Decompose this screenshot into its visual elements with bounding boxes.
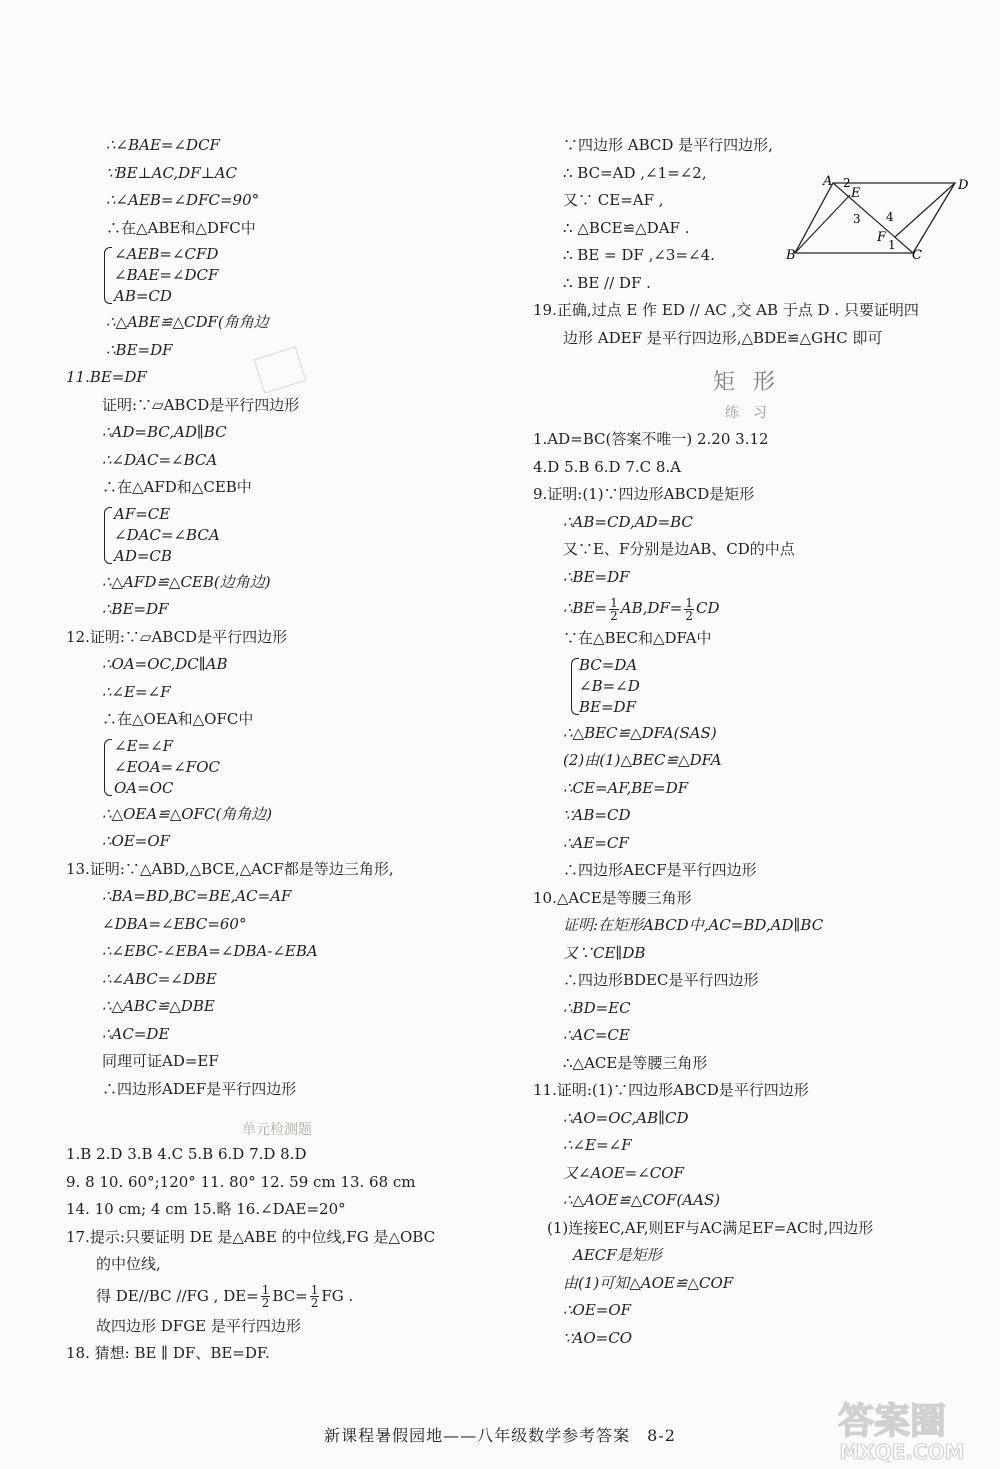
question-head: 17.提示:只要证明 DE 是△ABE 的中位线,FG 是△OBC [66, 1227, 436, 1246]
text-line: ∴ △BCE≌△DAF . [563, 218, 690, 237]
text-line: 同理可证AD=EF [102, 1052, 219, 1070]
equation: ∠E=∠F [114, 736, 174, 755]
text-fragment: CD [696, 599, 720, 617]
watermark-brand: 答案圈 [837, 1401, 947, 1442]
text-line: 又∵ CE=AF , [563, 191, 664, 209]
text-line: ∴△OEA≌△OFC(角角边) [102, 804, 273, 823]
text-line: 证明:在矩形ABCD中,AC=BD,AD∥BC [563, 916, 824, 934]
text-line: ∴△AFD≌△CEB(边角边) [102, 572, 271, 591]
text-line: ∴在△AFD和△CEB中 [102, 478, 252, 496]
text-fragment: FG . [321, 1286, 354, 1305]
left-column [66, 132, 506, 1368]
equation: AD=CB [114, 546, 172, 565]
question-head: 11.证明:(1)∵四边形ABCD是平行四边形 [533, 1081, 809, 1099]
fraction-numerator: 1 [261, 1283, 270, 1297]
text-line: ∴AE=CF [563, 833, 629, 852]
parallelogram-diagram [785, 174, 969, 265]
fraction-half [310, 1284, 320, 1309]
text-line: ∴∠ABC=∠DBE [102, 969, 217, 988]
text-line: ∵AB=CD [563, 806, 631, 824]
equation: AF=CE [114, 504, 171, 523]
watermark-logo [802, 1395, 982, 1465]
label-a: A [823, 174, 833, 189]
answer-row: 14. 10 cm; 4 cm 15.略 16.∠DAE=20° [66, 1200, 346, 1218]
equation: BC=DA [579, 655, 638, 674]
text-fragment: BC= [272, 1286, 308, 1305]
text-line: 的中位线, [96, 1255, 161, 1273]
question-head: 11.BE=DF [66, 368, 147, 386]
angle-2-label: 2 [843, 176, 851, 190]
label-f: F [877, 230, 887, 245]
text-fragment: 得 DE//BC //FG , DE= [96, 1286, 259, 1305]
text-line: ∴ BE // DF . [563, 273, 651, 292]
equation: AB=CD [114, 287, 172, 305]
text-line: ∴BE=DF [106, 340, 173, 359]
text-line: ∴△AOE≌△COF(AAS) [563, 1191, 721, 1209]
equation-system [66, 244, 506, 307]
fraction-half [609, 597, 619, 622]
parallelogram-outline [795, 183, 955, 253]
text-line: 边形 ADEF 是平行四边形,△BDE≌△GHC 即可 [563, 328, 883, 347]
text-line: ∴CE=AF,BE=DF [563, 778, 689, 797]
text-line: ∴∠BAE=∠DCF [106, 136, 220, 154]
text-line: ∴AD=BC,AD∥BC [102, 423, 227, 441]
text-line [533, 591, 973, 625]
question-head: 10.△ACE是等腰三角形 [533, 888, 692, 907]
fraction-numerator: 1 [685, 595, 694, 610]
text-line: 由(1)可知△AOE≌△COF [563, 1273, 734, 1292]
question-head: 12.证明:∵▱ABCD是平行四边形 [66, 627, 288, 646]
fraction-denominator: 2 [610, 608, 618, 623]
fraction-numerator: 1 [310, 1283, 319, 1297]
text-line: ∴AC=CE [563, 1026, 630, 1044]
diagonal-ac [833, 183, 913, 253]
text-line: ∴四边形ADEF是平行四边形 [102, 1079, 297, 1098]
fraction-half [684, 597, 694, 622]
text-line: ∴在△OEA和△OFC中 [102, 710, 254, 728]
text-line: ∴AC=DE [102, 1024, 170, 1043]
unit-test-title: 单元检测题 [242, 1122, 312, 1138]
text-line: ∴BD=EC [563, 998, 631, 1017]
watermark-site: MXQE.COM [839, 1440, 965, 1464]
text-line: ∵AO=CO [563, 1328, 633, 1347]
text-line: AECF是矩形 [573, 1246, 662, 1264]
label-b: B [786, 248, 796, 263]
question-head: 9.证明:(1)∵四边形ABCD是矩形 [533, 485, 755, 503]
text-line: ∴∠EBC-∠EBA=∠DBA-∠EBA [102, 942, 318, 960]
text-line: ∴AO=OC,AB∥CD [563, 1108, 689, 1127]
answer-row: 1.AD=BC(答案不唯一) 2.20 3.12 [533, 430, 769, 448]
segment-df [895, 183, 955, 237]
equation-system [66, 736, 506, 799]
text-line [66, 1279, 506, 1313]
answer-row: 4.D 5.B 6.D 7.C 8.A [533, 457, 682, 476]
text-line: 又∵E、F分别是边AB、CD的中点 [563, 540, 795, 558]
equation: OA=OC [114, 778, 174, 797]
text-line: ∴∠DAC=∠BCA [102, 450, 218, 469]
fraction-half [261, 1284, 271, 1309]
question-head: 18. 猜想: BE ∥ DF、BE=DF. [66, 1344, 270, 1362]
equation: ∠B=∠D [579, 676, 640, 695]
text-line: ∵在△BEC和△DFA中 [563, 629, 712, 647]
equation-system [533, 655, 973, 718]
text-line: ∵四边形 ABCD 是平行四边形, [563, 136, 773, 154]
right-column [533, 132, 973, 1352]
text-line: ∴△ACE是等腰三角形 [563, 1053, 708, 1072]
text-line: 又∵CE∥DB [563, 943, 646, 962]
equation: BE=DF [579, 697, 636, 716]
text-line: ∴△ABC≌△DBE [102, 997, 215, 1015]
text-line: ∴△BEC≌△DFA(SAS) [563, 723, 717, 742]
text-line: ∴△ABE≌△CDF(角角边 [106, 313, 269, 331]
text-line: ∴ BC=AD ,∠1=∠2, [563, 163, 707, 182]
text-line: ∴∠AEB=∠DFC=90° [106, 191, 260, 209]
equation-system [66, 504, 506, 567]
angle-1-label: 1 [888, 238, 896, 252]
fraction-denominator: 2 [685, 608, 694, 623]
text-line: (1)连接EC,AF,则EF与AC满足EF=AC时,四边形 [547, 1218, 874, 1237]
equation: ∠DAC=∠BCA [114, 525, 220, 544]
label-d: D [958, 178, 969, 193]
fraction-denominator: 2 [261, 1296, 270, 1310]
text-line: 又∠AOE=∠COF [563, 1163, 684, 1182]
text-line: ∴BE=DF [563, 567, 630, 586]
text-line: ∴∠E=∠F [102, 682, 171, 701]
text-line: ∴ BE = DF ,∠3=∠4. [563, 246, 715, 264]
text-line: 证明:∵▱ABCD是平行四边形 [102, 395, 300, 414]
text-line: ∴AB=CD,AD=BC [563, 512, 693, 531]
text-line: ∴四边形BDEC是平行四边形 [563, 971, 759, 989]
question-head: 13.证明:∵△ABD,△BCE,△ACF都是等边三角形, [66, 859, 394, 878]
text-fragment: AB,DF= [620, 599, 683, 617]
label-e: E [851, 186, 861, 201]
equation: ∠AEB=∠CFD [114, 245, 219, 263]
text-line: ∴BA=BD,BC=BE,AC=AF [102, 887, 292, 905]
text-line: ∴OE=OF [102, 832, 171, 850]
text-line: ∵BE⊥AC,DF⊥AC [106, 163, 238, 182]
question-head: 19.正确,过点 E 作 ED // AC ,交 AB 于点 D . 只要证明四 [533, 301, 919, 319]
text-line: ∴∠E=∠F [563, 1136, 632, 1154]
text-line: ∴OA=OC,DC∥AB [102, 655, 228, 673]
page-footer: 新课程暑假园地——八年级数学参考答案 8-2 [324, 1426, 676, 1445]
text-line: (2)由(1)△BEC≌△DFA [563, 751, 722, 769]
text-line: ∴BE=DF [102, 600, 169, 618]
text-line: ∴OE=OF [563, 1301, 632, 1319]
equation: ∠BAE=∠DCF [114, 266, 219, 284]
fraction-denominator: 2 [310, 1296, 319, 1310]
label-c: C [912, 248, 922, 263]
text-line: 故四边形 DFGE 是平行四边形 [96, 1316, 301, 1335]
equation: ∠EOA=∠FOC [114, 757, 220, 776]
angle-3-label: 3 [853, 212, 861, 226]
text-fragment: ∴BE= [563, 599, 608, 617]
section-subtitle: 练习 [725, 405, 781, 421]
text-line: ∴在△ABE和△DFC中 [106, 218, 256, 237]
answer-row: 1.B 2.D 3.B 4.C 5.B 6.D 7.D 8.D [66, 1145, 307, 1163]
section-title: 矩形 [712, 370, 793, 395]
answer-row: 9. 8 10. 60°;120° 11. 80° 12. 59 cm 13. 68 cm [66, 1172, 416, 1191]
angle-4-label: 4 [886, 210, 894, 224]
text-line: ∴四边形AECF是平行四边形 [563, 861, 757, 879]
text-line: ∠DBA=∠EBC=60° [102, 914, 247, 933]
fraction-numerator: 1 [610, 595, 618, 610]
